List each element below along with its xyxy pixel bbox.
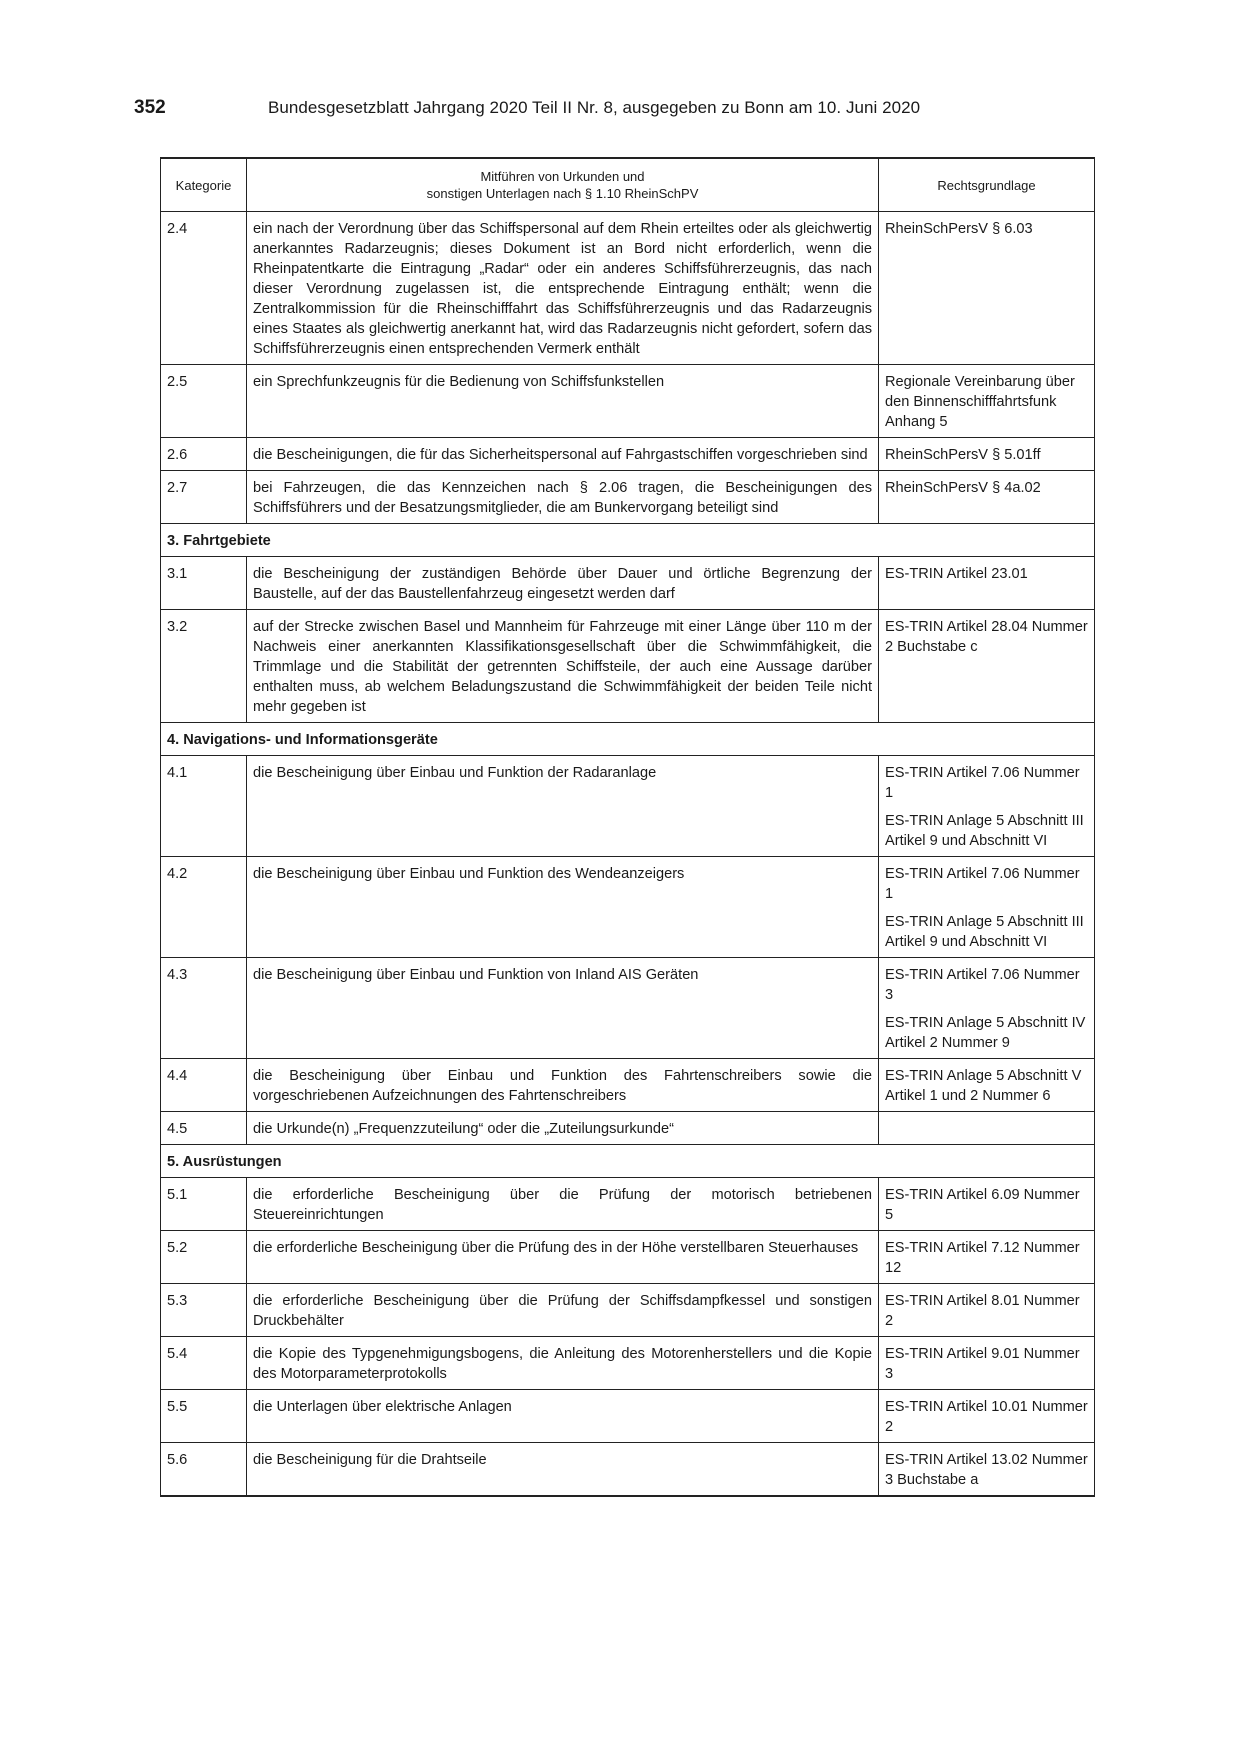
document-description: die Bescheinigung über Einbau und Funktion des Wendeanzeigers — [247, 857, 879, 958]
legal-reference: ES-TRIN Anlage 5 Abschnitt IV Artikel 2 Nummer 9 — [885, 1015, 1086, 1051]
legal-basis — [879, 958, 1095, 1059]
legal-basis — [879, 1337, 1095, 1390]
category-code: 3.1 — [161, 557, 247, 610]
document-description: die Urkunde(n) „Frequenzzuteilung“ oder die „Zuteilungsurkunde“ — [247, 1112, 879, 1145]
document-description: ein Sprechfunkzeugnis für die Bedienung von Schiffsfunkstellen — [247, 365, 879, 438]
legal-reference: ES-TRIN Anlage 5 Abschnitt III Artikel 9 und Abschnitt VI — [885, 813, 1084, 849]
document-description: die Bescheinigung für die Drahtseile — [247, 1443, 879, 1497]
document-table — [160, 157, 1095, 1497]
table-row — [161, 1112, 1095, 1145]
legal-basis — [879, 756, 1095, 857]
category-code: 2.7 — [161, 471, 247, 524]
category-code: 4.1 — [161, 756, 247, 857]
document-description: die Bescheinigung der zuständigen Behörde über Dauer und örtliche Begrenzung der Baustelle, auf der das Baustellenfahrzeug eingesetzt werden darf — [247, 557, 879, 610]
category-code: 2.4 — [161, 212, 247, 365]
table-row — [161, 1390, 1095, 1443]
legal-reference: RheinSchPersV § 5.01ff — [885, 447, 1041, 463]
header-row — [161, 158, 1095, 212]
legal-reference: ES-TRIN Artikel 10.01 Nummer 2 — [885, 1399, 1088, 1435]
legal-basis — [879, 1390, 1095, 1443]
table-row — [161, 365, 1095, 438]
legal-reference: ES-TRIN Artikel 23.01 — [885, 566, 1028, 582]
page-header — [134, 97, 1094, 127]
column-header-rechtsgrundlage: Rechtsgrundlage — [879, 158, 1095, 212]
legal-reference: ES-TRIN Artikel 8.01 Nummer 2 — [885, 1293, 1080, 1329]
table-row — [161, 557, 1095, 610]
category-code: 2.5 — [161, 365, 247, 438]
legal-reference: ES-TRIN Artikel 13.02 Nummer 3 Buchstabe a — [885, 1452, 1088, 1488]
legal-basis — [879, 1443, 1095, 1497]
legal-basis — [879, 1231, 1095, 1284]
document-description: die Bescheinigung über Einbau und Funktion der Radaranlage — [247, 756, 879, 857]
table-row — [161, 958, 1095, 1059]
table-row — [161, 1059, 1095, 1112]
publication-title: Bundesgesetzblatt Jahrgang 2020 Teil II Nr. 8, ausgegeben zu Bonn am 10. Juni 2020 — [268, 98, 921, 117]
legal-basis — [879, 610, 1095, 723]
legal-reference: ES-TRIN Artikel 9.01 Nummer 3 — [885, 1346, 1080, 1382]
column-header-urkunden — [247, 158, 879, 212]
legal-reference: ES-TRIN Anlage 5 Abschnitt V Artikel 1 und 2 Nummer 6 — [885, 1068, 1082, 1104]
legal-reference: ES-TRIN Artikel 7.06 Nummer 1 — [885, 765, 1080, 801]
section-title: 3. Fahrtgebiete — [161, 524, 1095, 557]
legal-reference: RheinSchPersV § 4a.02 — [885, 480, 1041, 496]
document-description: die erforderliche Bescheinigung über die Prüfung des in der Höhe verstellbaren Steuerhauses — [247, 1231, 879, 1284]
section-row — [161, 524, 1095, 557]
category-code: 5.4 — [161, 1337, 247, 1390]
legal-basis — [879, 1284, 1095, 1337]
section-title: 5. Ausrüstungen — [161, 1145, 1095, 1178]
document-description: ein nach der Verordnung über das Schiffspersonal auf dem Rhein erteiltes oder als gleichwertig anerkanntes Radarzeugnis; dieses Dokument ist an Bord nicht erforderlich, wenn die Rheinpatentkarte die Eintragung „Radar“ oder ein anderes Schiffsführerzeugnis, das nach dieser Verordnung zugelassen ist, die entsprechende Eintragung enthält; wenn die Zentralkommission für die Rheinschifffahrt das Schiffsführerzeugnis und das Radarzeugnis eines Staates als gleichwertig anerkannt hat, wird das Radarzeugnis nicht gefordert, sofern das Schiffsführerzeugnis einen entsprechenden Vermerk enthält — [247, 212, 879, 365]
table-row — [161, 857, 1095, 958]
document-description: die Bescheinigungen, die für das Sicherheitspersonal auf Fahrgastschiffen vorgeschrieben sind — [247, 438, 879, 471]
section-title: 4. Navigations- und Informationsgeräte — [161, 723, 1095, 756]
category-code: 5.5 — [161, 1390, 247, 1443]
document-description: die erforderliche Bescheinigung über die Prüfung der Schiffsdampfkessel und sonstigen Druckbehälter — [247, 1284, 879, 1337]
legal-reference: ES-TRIN Artikel 28.04 Nummer 2 Buchstabe c — [885, 619, 1088, 655]
column-header-urkunden-line1: Mitführen von Urkunden und — [480, 169, 645, 184]
table-row — [161, 1231, 1095, 1284]
legal-reference: ES-TRIN Artikel 6.09 Nummer 5 — [885, 1187, 1080, 1223]
column-header-kategorie: Kategorie — [161, 158, 247, 212]
table-row — [161, 212, 1095, 365]
legal-reference: ES-TRIN Artikel 7.06 Nummer 1 — [885, 866, 1080, 902]
legal-basis — [879, 212, 1095, 365]
table-row — [161, 1337, 1095, 1390]
legal-basis — [879, 471, 1095, 524]
category-code: 2.6 — [161, 438, 247, 471]
table-row — [161, 471, 1095, 524]
legal-basis — [879, 1178, 1095, 1231]
table-row — [161, 438, 1095, 471]
category-code: 5.1 — [161, 1178, 247, 1231]
page-number: 352 — [134, 97, 166, 118]
table-body — [161, 212, 1095, 1497]
legal-reference: ES-TRIN Artikel 7.12 Nummer 12 — [885, 1240, 1080, 1276]
legal-basis — [879, 557, 1095, 610]
category-code: 4.4 — [161, 1059, 247, 1112]
legal-basis — [879, 857, 1095, 958]
document-description: auf der Strecke zwischen Basel und Mannheim für Fahrzeuge mit einer Länge über 110 m der Nachweis einer anerkannten Klassifikationsgesellschaft über die Schwimmfähigkeit, die Trimmlage und die Stabilität der getrennten Schiffsteile, der auch eine Aussage darüber enthalten muss, ab welchem Beladungszustand die Schwimmfähigkeit der beiden Teile nicht mehr gegeben ist — [247, 610, 879, 723]
table-row — [161, 610, 1095, 723]
section-row — [161, 723, 1095, 756]
category-code: 5.3 — [161, 1284, 247, 1337]
section-row — [161, 1145, 1095, 1178]
table-header — [161, 158, 1095, 212]
table-row — [161, 756, 1095, 857]
category-code: 4.2 — [161, 857, 247, 958]
table-row — [161, 1178, 1095, 1231]
document-description: die erforderliche Bescheinigung über die Prüfung der motorisch betriebenen Steuereinrichtungen — [247, 1178, 879, 1231]
legal-basis — [879, 365, 1095, 438]
document-description: die Bescheinigung über Einbau und Funktion von Inland AIS Geräten — [247, 958, 879, 1059]
column-header-urkunden-line2: sonstigen Unterlagen nach § 1.10 RheinSchPV — [426, 186, 699, 201]
category-code: 4.5 — [161, 1112, 247, 1145]
legal-reference: Regionale Vereinbarung über den Binnenschifffahrtsfunk Anhang 5 — [885, 374, 1075, 430]
category-code: 4.3 — [161, 958, 247, 1059]
table-row — [161, 1443, 1095, 1497]
category-code: 5.6 — [161, 1443, 247, 1497]
legal-basis — [879, 438, 1095, 471]
legal-basis — [879, 1112, 1095, 1145]
category-code: 3.2 — [161, 610, 247, 723]
document-description: die Unterlagen über elektrische Anlagen — [247, 1390, 879, 1443]
document-description: die Bescheinigung über Einbau und Funktion des Fahrtenschreibers sowie die vorgeschriebenen Aufzeichnungen des Fahrtenschreibers — [247, 1059, 879, 1112]
legal-basis — [879, 1059, 1095, 1112]
document-description: bei Fahrzeugen, die das Kennzeichen nach § 2.06 tragen, die Bescheinigungen des Schiffsführers und der Besatzungsmitglieder, die am Bunkervorgang beteiligt sind — [247, 471, 879, 524]
legal-reference: ES-TRIN Artikel 7.06 Nummer 3 — [885, 967, 1080, 1003]
legal-reference: RheinSchPersV § 6.03 — [885, 221, 1033, 237]
table-row — [161, 1284, 1095, 1337]
legal-reference: ES-TRIN Anlage 5 Abschnitt III Artikel 9 und Abschnitt VI — [885, 914, 1084, 950]
category-code: 5.2 — [161, 1231, 247, 1284]
document-description: die Kopie des Typgenehmigungsbogens, die Anleitung des Motorenherstellers und die Kopie des Motorparameterprotokolls — [247, 1337, 879, 1390]
